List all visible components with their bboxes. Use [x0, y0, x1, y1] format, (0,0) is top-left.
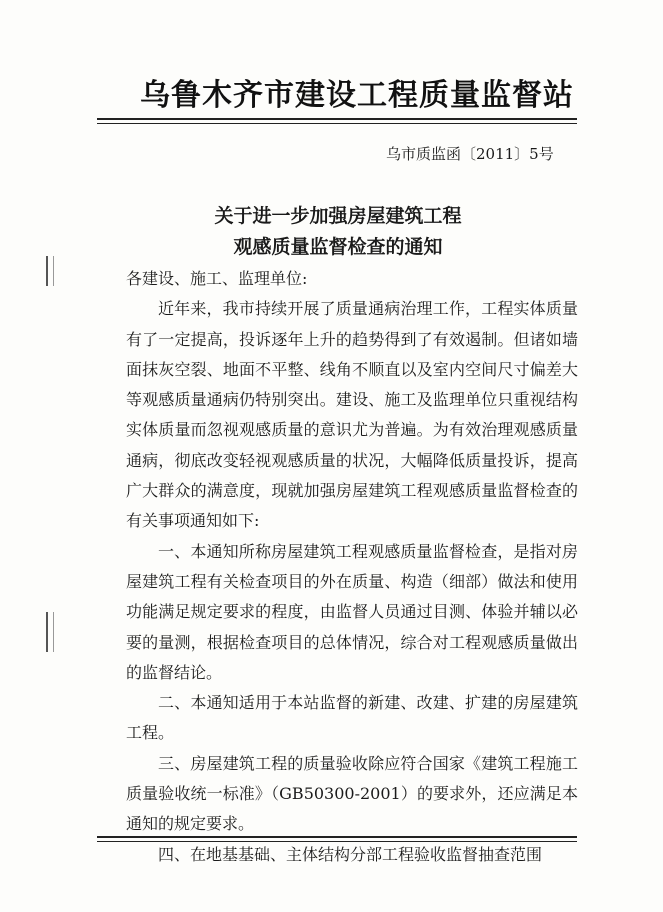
- body-paragraph: 三、房屋建筑工程的质量验收除应符合国家《建筑工程施工质量验收统一标准》（GB50300-2001）的要求外，还应满足本通知的规定要求。: [126, 753, 578, 834]
- org-name-heading: 乌鲁木齐市建设工程质量监督站: [140, 78, 574, 113]
- salutation: 各建设、施工、监理单位:: [126, 269, 308, 288]
- notice-title-line2: 观感质量监督检查的通知: [233, 236, 443, 258]
- body-paragraph: 一、本通知所称房屋建筑工程观感质量监督检查，是指对房屋建筑工程有关检查项目的外在质量、构造（细部）做法和使用功能满足规定要求的程度，由监督人员通过目测、体验并辅以必要的量测，根据检查项目的总体情况，综合对工程观感质量做出的监督结论。: [126, 541, 578, 682]
- notice-title-line1: 关于进一步加强房屋建筑工程: [214, 205, 462, 227]
- header-rule-bottom: [97, 123, 577, 124]
- body-paragraph: 二、本通知适用于本站监督的新建、改建、扩建的房屋建筑工程。: [126, 693, 578, 743]
- body-paragraph: 近年来，我市持续开展了质量通病治理工作，工程实体质量有了一定提高，投诉逐年上升的趋势得到了有效遏制。但诸如墙面抹灰空裂、地面不平整、线角不顺直以及室内空间尺寸偏差大等观感质量通病仍特别突出。建设、施工及监理单位只重视结构实体质量而忽视观感质量的意识尤为普遍。为有效治理观感质量通病，彻底改变轻视观感质量的状况，大幅降低质量投诉，提高广大群众的满意度，现就加强房屋建筑工程观感质量监督检查的有关事项通知如下:: [126, 299, 578, 531]
- footer-rule-top: [97, 836, 577, 838]
- notice-body: [126, 264, 578, 870]
- binding-mark-upper: [46, 256, 54, 286]
- header-rule-top: [97, 118, 577, 120]
- footer-rule-bottom: [97, 841, 577, 842]
- document-number: 乌市质监函〔2011〕5号: [386, 145, 554, 163]
- binding-mark-lower: [46, 612, 54, 652]
- body-paragraph: 四、在地基基础、主体结构分部工程验收监督抽查范围: [158, 844, 543, 864]
